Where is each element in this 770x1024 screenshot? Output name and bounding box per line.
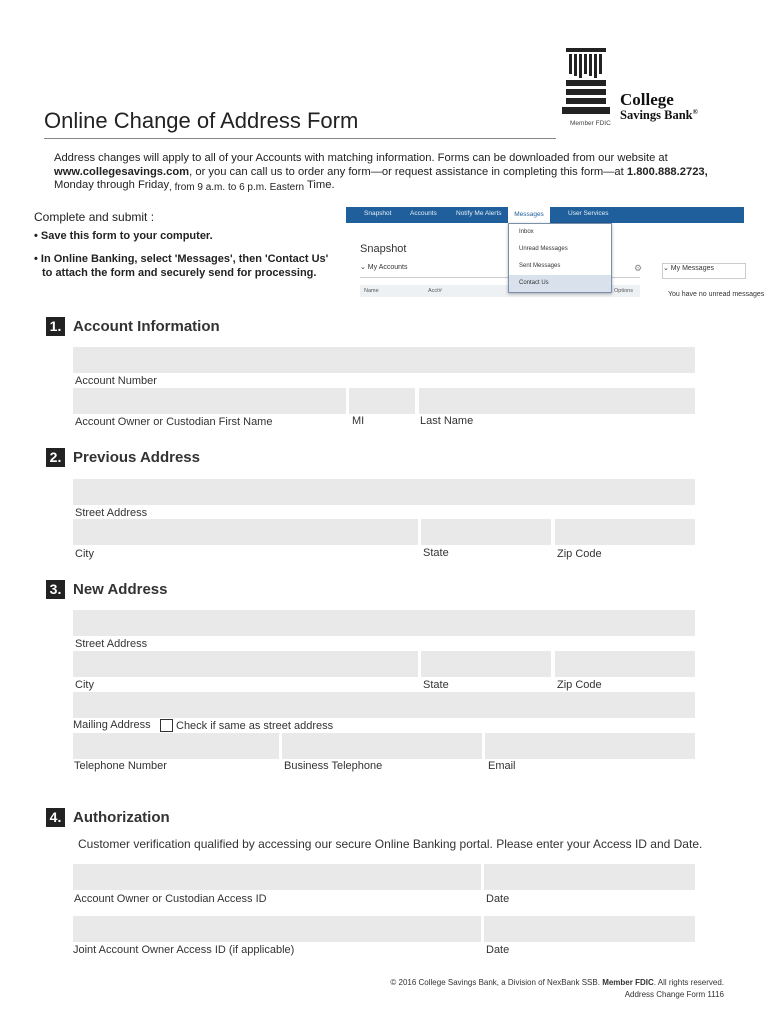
nav-messages: Messages bbox=[508, 207, 550, 223]
instruction-online-banking: • In Online Banking, select 'Messages', then 'Contact Us' to attach the form and securely send for processing. bbox=[34, 253, 329, 279]
nav-accounts: Accounts bbox=[410, 210, 437, 217]
joint-date-input[interactable] bbox=[484, 916, 695, 942]
accounts-table-header: Name Acct# Options bbox=[360, 285, 640, 297]
section-previous-address: 2. Previous Address bbox=[46, 448, 200, 467]
owner-first-name-label: Account Owner or Custodian First Name bbox=[75, 416, 273, 428]
instruction-save: • Save this form to your computer. bbox=[34, 230, 213, 242]
page-title: Online Change of Address Form bbox=[44, 108, 359, 133]
section-new-address: 3. New Address bbox=[46, 580, 167, 599]
dropdown-unread: Unread Messages bbox=[519, 246, 568, 252]
nav-notify-alerts: Notify Me Alerts bbox=[456, 210, 502, 217]
previous-city-input[interactable] bbox=[73, 519, 418, 545]
phone-number: 1.800.888.2723, bbox=[626, 165, 708, 178]
previous-zip-label: Zip Code bbox=[557, 548, 602, 560]
section-number: 4. bbox=[46, 808, 65, 827]
new-street-label: Street Address bbox=[75, 638, 148, 650]
mailing-address-input[interactable] bbox=[73, 692, 695, 718]
previous-city-label: City bbox=[75, 548, 94, 560]
instructions-heading: Complete and submit : bbox=[34, 210, 155, 224]
telephone-label: Telephone Number bbox=[74, 760, 167, 772]
snapshot-heading: Snapshot bbox=[360, 243, 407, 255]
owner-access-id-label: Account Owner or Custodian Access ID bbox=[74, 893, 267, 905]
nav-user-services: User Services bbox=[568, 210, 609, 217]
online-banking-screenshot bbox=[346, 207, 765, 299]
nav-snapshot: Snapshot bbox=[364, 210, 392, 217]
previous-street-label: Street Address bbox=[75, 507, 148, 519]
telephone-input[interactable] bbox=[73, 733, 279, 759]
intro-paragraph: Address changes will apply to all of your Accounts with matching information. Forms can be downloaded from our website at www.collegesavings.com, or you can call us to order any form—or request assistance in completing this form—at 1.800.888.2723, Monday through Friday, from 9 a.m. to 6 p.m. Eastern Time. bbox=[54, 152, 708, 193]
website-link[interactable]: www.collegesavings.com bbox=[54, 165, 190, 178]
dropdown-contact-us: Contact Us bbox=[509, 275, 611, 292]
new-city-input[interactable] bbox=[73, 651, 418, 677]
no-messages-text: You have no unread messages bbox=[668, 291, 765, 298]
last-name-input[interactable] bbox=[419, 388, 695, 414]
section-number: 2. bbox=[46, 448, 65, 467]
joint-access-id-input[interactable] bbox=[73, 916, 481, 942]
footer-form-id: Address Change Form 1116 bbox=[624, 990, 724, 999]
account-number-label: Account Number bbox=[75, 375, 157, 387]
middle-initial-input[interactable] bbox=[349, 388, 415, 414]
new-zip-label: Zip Code bbox=[557, 679, 602, 691]
my-accounts-header: ⌄ My Accounts bbox=[360, 263, 640, 278]
section-account-information: 1. Account Information bbox=[46, 317, 220, 336]
email-label: Email bbox=[488, 760, 516, 772]
owner-first-name-input[interactable] bbox=[73, 388, 346, 414]
messages-dropdown bbox=[508, 223, 612, 293]
owner-date-input[interactable] bbox=[484, 864, 695, 890]
middle-initial-label: MI bbox=[352, 415, 365, 427]
same-as-street-checkbox[interactable] bbox=[160, 719, 173, 732]
previous-state-label: State bbox=[423, 547, 449, 559]
previous-state-input[interactable] bbox=[421, 519, 551, 545]
joint-access-id-label: Joint Account Owner Access ID (if applicable) bbox=[73, 944, 295, 956]
gear-icon: ⚙ bbox=[634, 263, 643, 273]
new-city-label: City bbox=[75, 679, 94, 691]
dropdown-inbox: Inbox bbox=[519, 229, 534, 235]
dropdown-sent: Sent Messages bbox=[519, 263, 561, 269]
title-rule bbox=[44, 138, 556, 139]
columns-icon bbox=[562, 48, 610, 118]
business-telephone-input[interactable] bbox=[282, 733, 482, 759]
mailing-address-label: Mailing Address bbox=[73, 719, 151, 731]
previous-zip-input[interactable] bbox=[555, 519, 695, 545]
new-state-input[interactable] bbox=[421, 651, 551, 677]
footer-copyright: © 2016 College Savings Bank, a Division of NexBank SSB. Member FDIC. All rights reserved. bbox=[390, 978, 724, 987]
logo-word-savings-bank: Savings Bank® bbox=[620, 108, 698, 123]
section-number: 3. bbox=[46, 580, 65, 599]
business-telephone-label: Business Telephone bbox=[284, 760, 383, 772]
section-authorization: 4. Authorization bbox=[46, 808, 170, 827]
email-input[interactable] bbox=[485, 733, 695, 759]
new-state-label: State bbox=[423, 679, 449, 691]
owner-date-label: Date bbox=[486, 893, 510, 905]
last-name-label: Last Name bbox=[420, 415, 474, 427]
new-zip-input[interactable] bbox=[555, 651, 695, 677]
section-number: 1. bbox=[46, 317, 65, 336]
previous-street-input[interactable] bbox=[73, 479, 695, 505]
my-messages-header: ⌄ My Messages bbox=[662, 263, 746, 279]
joint-date-label: Date bbox=[486, 944, 510, 956]
logo-member-fdic: Member FDIC bbox=[570, 120, 611, 127]
owner-access-id-input[interactable] bbox=[73, 864, 481, 890]
authorization-instructions: Customer verification qualified by accessing our secure Online Banking portal. Please enter your Access ID and Date. bbox=[78, 837, 703, 851]
same-as-street-label: Check if same as street address bbox=[176, 720, 334, 732]
new-street-input[interactable] bbox=[73, 610, 695, 636]
account-number-input[interactable] bbox=[73, 347, 695, 373]
college-savings-bank-logo bbox=[560, 48, 720, 130]
logo-word-college: College bbox=[620, 90, 674, 109]
